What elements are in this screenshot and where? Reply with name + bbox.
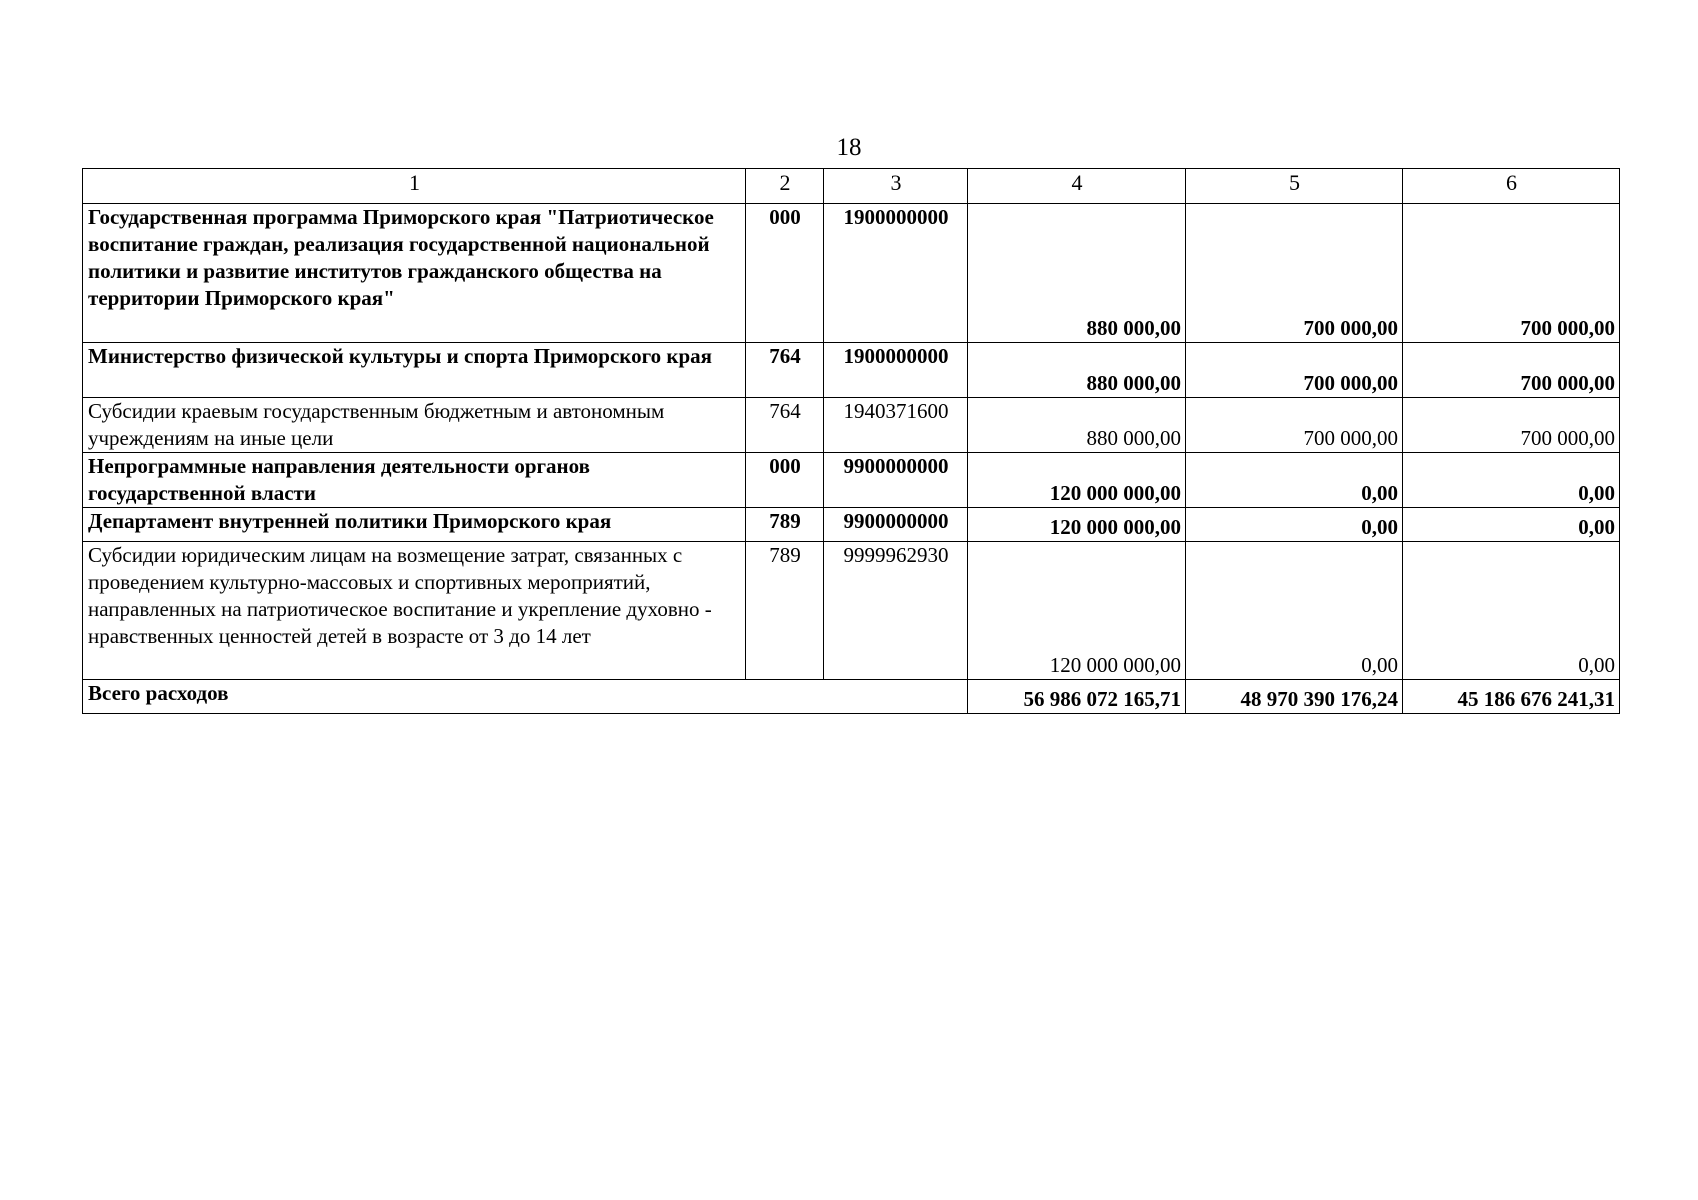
row-name: Непрограммные направления деятельности органов государственной власти bbox=[83, 453, 746, 508]
row-code: 789 bbox=[746, 542, 824, 680]
table-row bbox=[83, 508, 1620, 542]
row-value-5: 0,00 bbox=[1186, 508, 1403, 542]
row-article: 1900000000 bbox=[824, 204, 968, 343]
total-label: Всего расходов bbox=[83, 680, 968, 714]
table-row bbox=[83, 343, 1620, 398]
row-value-4: 880 000,00 bbox=[968, 398, 1186, 453]
row-article: 9999962930 bbox=[824, 542, 968, 680]
row-code: 000 bbox=[746, 204, 824, 343]
row-value-5: 700 000,00 bbox=[1186, 343, 1403, 398]
page-number: 18 bbox=[836, 134, 862, 161]
row-code: 789 bbox=[746, 508, 824, 542]
row-article: 1900000000 bbox=[824, 343, 968, 398]
row-code: 764 bbox=[746, 398, 824, 453]
row-article: 9900000000 bbox=[824, 453, 968, 508]
row-article: 1940371600 bbox=[824, 398, 968, 453]
row-value-6: 0,00 bbox=[1403, 508, 1620, 542]
row-name: Министерство физической культуры и спорта Приморского края bbox=[83, 343, 746, 398]
row-value-4: 120 000 000,00 bbox=[968, 453, 1186, 508]
row-value-4: 120 000 000,00 bbox=[968, 508, 1186, 542]
column-header: 4 bbox=[968, 169, 1186, 204]
row-code: 764 bbox=[746, 343, 824, 398]
total-value-5: 48 970 390 176,24 bbox=[1186, 680, 1403, 714]
row-code: 000 bbox=[746, 453, 824, 508]
table-row bbox=[83, 398, 1620, 453]
row-value-5: 0,00 bbox=[1186, 453, 1403, 508]
column-header: 5 bbox=[1186, 169, 1403, 204]
row-name: Государственная программа Приморского края "Патриотическое воспитание граждан, реализация государственной национальной политики и развитие институтов гражданского общества на территории Приморского края" bbox=[83, 204, 746, 343]
budget-table bbox=[82, 168, 1620, 714]
row-name: Субсидии юридическим лицам на возмещение затрат, связанных с проведением культурно-массовых и спортивных мероприятий, направленных на патриотическое воспитание и укрепление духовно - нравственных ценностей детей в возрасте от 3 до 14 лет bbox=[83, 542, 746, 680]
total-value-4: 56 986 072 165,71 bbox=[968, 680, 1186, 714]
column-header: 6 bbox=[1403, 169, 1620, 204]
row-value-5: 700 000,00 bbox=[1186, 204, 1403, 343]
row-value-4: 880 000,00 bbox=[968, 343, 1186, 398]
row-value-6: 0,00 bbox=[1403, 453, 1620, 508]
table-row bbox=[83, 542, 1620, 680]
total-row bbox=[83, 680, 1620, 714]
row-value-5: 0,00 bbox=[1186, 542, 1403, 680]
row-name: Департамент внутренней политики Приморского края bbox=[83, 508, 746, 542]
column-header: 3 bbox=[824, 169, 968, 204]
table-header-row bbox=[83, 169, 1620, 204]
row-value-5: 700 000,00 bbox=[1186, 398, 1403, 453]
table-row bbox=[83, 453, 1620, 508]
column-header: 2 bbox=[746, 169, 824, 204]
row-name: Субсидии краевым государственным бюджетным и автономным учреждениям на иные цели bbox=[83, 398, 746, 453]
row-value-6: 700 000,00 bbox=[1403, 343, 1620, 398]
row-value-6: 700 000,00 bbox=[1403, 204, 1620, 343]
table-row bbox=[83, 204, 1620, 343]
column-header: 1 bbox=[83, 169, 746, 204]
row-value-6: 700 000,00 bbox=[1403, 398, 1620, 453]
total-value-6: 45 186 676 241,31 bbox=[1403, 680, 1620, 714]
row-article: 9900000000 bbox=[824, 508, 968, 542]
row-value-4: 120 000 000,00 bbox=[968, 542, 1186, 680]
row-value-6: 0,00 bbox=[1403, 542, 1620, 680]
row-value-4: 880 000,00 bbox=[968, 204, 1186, 343]
